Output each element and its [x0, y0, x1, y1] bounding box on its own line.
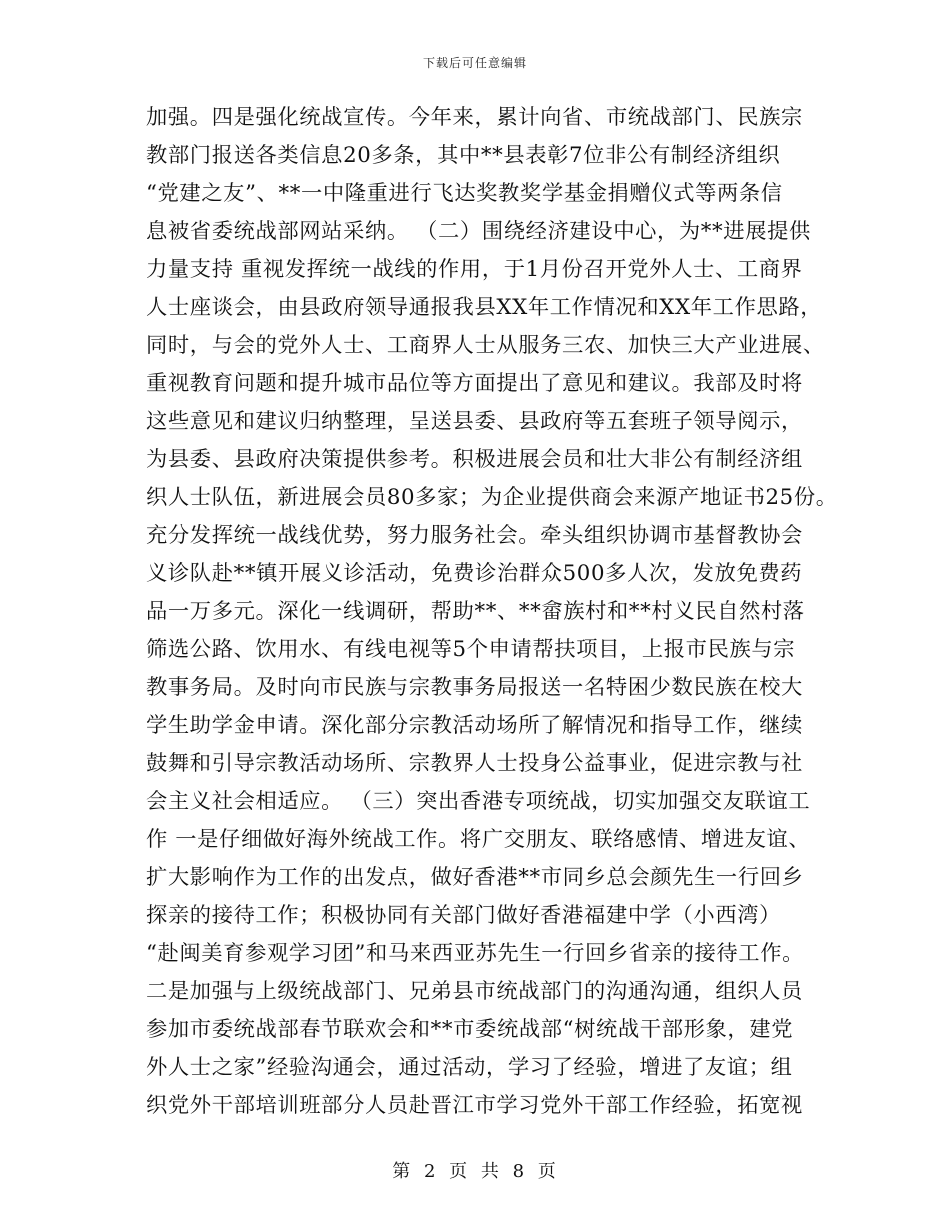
- text-line: 力量支持 重视发挥统一战线的作用，于1月份召开党外人士、工商界: [146, 257, 803, 282]
- page-footer: [0, 1157, 950, 1183]
- text-line: 外人士之家”经验沟通会，通过活动，学习了经验，增进了友谊；组: [146, 1055, 793, 1080]
- text-line: 筛选公路、饮用水、有线电视等5个申请帮扶项目，上报市民族与宗: [146, 637, 796, 662]
- text-line: 这些意见和建议归纳整理，呈送县委、县政府等五套班子领导阅示，: [146, 409, 803, 434]
- page-label-suffix: 页: [537, 1161, 558, 1182]
- text-line: “赴闽美育参观学习团”和马来西亚苏先生一行回乡省亲的接待工作。: [146, 941, 804, 966]
- text-line: 二是加强与上级统战部门、兄弟县市统战部门的沟通沟通，组织人员: [146, 979, 803, 1004]
- document-body: [0, 104, 950, 1124]
- text-line: 教部门报送各类信息20多条，其中**县表彰7位非公有制经济组织: [146, 143, 781, 168]
- text-line: “党建之友”、**一中隆重进行飞达奖教奖学基金捐赠仪式等两条信: [146, 181, 783, 206]
- text-line: 作 一是仔细做好海外统战工作。将广交朋友、联络感情、增进友谊、: [146, 827, 811, 852]
- page-label-prefix: 第: [392, 1161, 413, 1182]
- text-line: 人士座谈会，由县政府领导通报我县XX年工作情况和XX年工作思路，: [146, 295, 823, 320]
- total-label: 共: [480, 1161, 501, 1182]
- text-line: 学生助学金申请。深化部分宗教活动场所了解情况和指导工作，继续: [146, 713, 803, 738]
- text-line: 同时，与会的党外人士、工商界人士从服务三农、加快三大产业进展、: [146, 333, 825, 358]
- text-line: 充分发挥统一战线优势，努力服务社会。牵头组织协调市基督教协会: [146, 523, 803, 548]
- text-line: 织人士队伍，新进展会员80多家；为企业提供商会来源产地证书25份。: [146, 485, 838, 510]
- text-line: 加强。四是强化统战宣传。今年来，累计向省、市统战部门、民族宗: [146, 105, 803, 130]
- text-line: 鼓舞和引导宗教活动场所、宗教界人士投身公益事业，促进宗教与社: [146, 751, 803, 776]
- text-line: 重视教育问题和提升城市品位等方面提出了意见和建议。我部及时将: [146, 371, 803, 396]
- text-line: 为县委、县政府决策提供参考。积极进展会员和壮大非公有制经济组: [146, 447, 803, 472]
- total-pages-number: 8: [512, 1161, 527, 1182]
- text-line: 参加市委统战部春节联欢会和**市委统战部“树统战干部形象，建党: [146, 1017, 794, 1042]
- text-line: 会主义社会相适应。 （三）突出香港专项统战，切实加强交友联谊工: [146, 789, 811, 814]
- text-line: 织党外干部培训班部分人员赴晋江市学习党外干部工作经验，拓宽视: [146, 1093, 803, 1118]
- text-line: 探亲的接待工作；积极协同有关部门做好香港福建中学（小西湾）: [146, 903, 782, 928]
- current-page-number: 2: [423, 1161, 438, 1182]
- text-line: 扩大影响作为工作的出发点，做好香港**市同乡总会颜先生一行回乡: [146, 865, 804, 890]
- page-label: 页: [449, 1161, 470, 1182]
- text-line: 教事务局。及时向市民族与宗教事务局报送一名特困少数民族在校大: [146, 675, 803, 700]
- text-line: 义诊队赴**镇开展义诊活动，免费诊治群众500多人次，发放免费药: [146, 561, 803, 586]
- page-header-note: 下载后可任意编辑: [422, 56, 527, 70]
- text-line: 息被省委统战部网站采纳。 （二）围绕经济建设中心，为**进展提供: [146, 219, 811, 244]
- text-line: 品一万多元。深化一线调研，帮助**、**畲族村和**村义民自然村落: [146, 599, 805, 624]
